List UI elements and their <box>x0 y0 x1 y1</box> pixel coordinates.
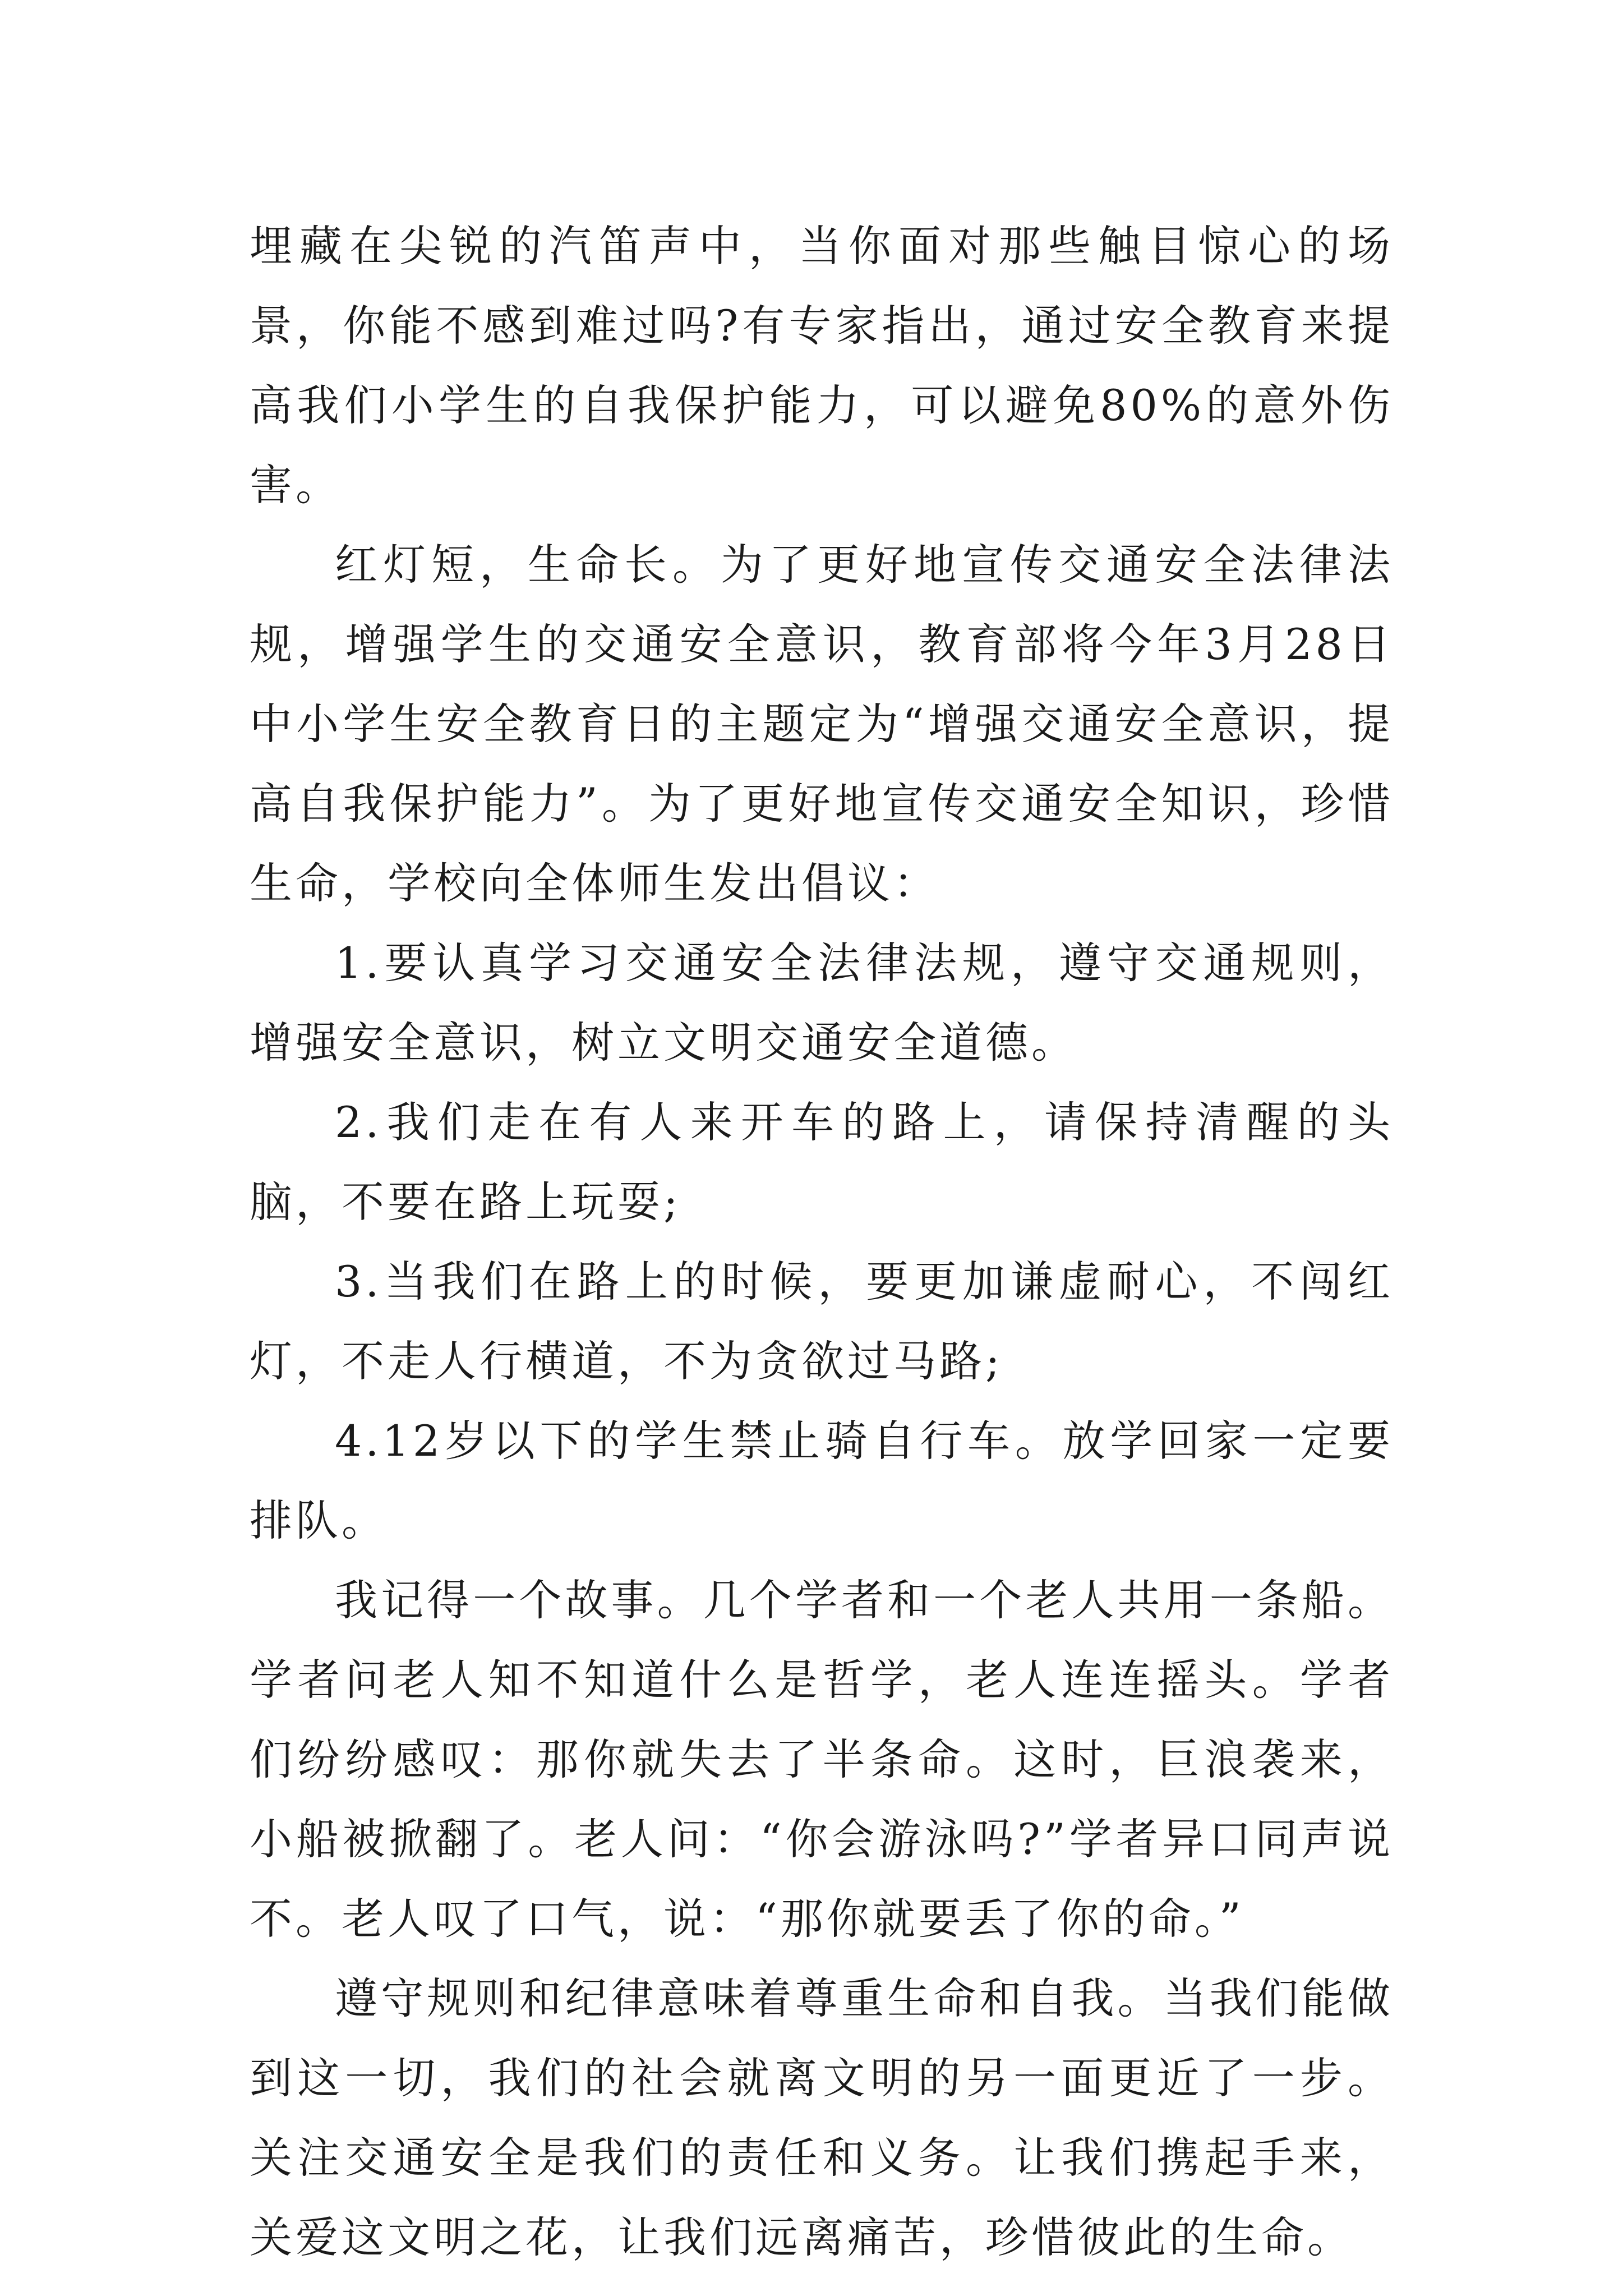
proposal-item-3: 3.当我们在路上的时候，要更加谦虚耐心，不闯红灯，不走人行横道，不为贪欲过马路; <box>250 1257 1394 1386</box>
proposal-item-2: 2.我们走在有人来开车的路上，请保持清醒的头脑，不要在路上玩耍; <box>250 1097 1394 1227</box>
paragraph-conclusion: 遵守规则和纪律意味着尊重生命和自我。当我们能做到这一切，我们的社会就离文明的另一面更近了一步。关注交通安全是我们的责任和义务。让我们携起手来，关爱这文明之花，让我们远离痛苦，珍惜彼此的生命。 <box>250 1973 1394 2262</box>
paragraph-intro: 埋藏在尖锐的汽笛声中，当你面对那些触目惊心的场景，你能不感到难过吗?有专家指出，通过安全教育来提高我们小学生的自我保护能力，可以避免80%的意外伤害。 <box>250 221 1394 510</box>
proposal-item-4: 4.12岁以下的学生禁止骑自行车。放学回家一定要排队。 <box>250 1416 1394 1545</box>
document-body <box>250 206 1394 2277</box>
paragraph-story: 我记得一个故事。几个学者和一个老人共用一条船。学者问老人知不知道什么是哲学，老人连连摇头。学者们纷纷感叹：那你就失去了半条命。这时，巨浪袭来，小船被掀翻了。老人问：“你会游泳吗?”学者异口同声说不。老人叹了口气，说：“那你就要丢了你的命。” <box>250 1575 1394 1944</box>
proposal-item-1: 1.要认真学习交通安全法律法规，遵守交通规则，增强安全意识，树立文明交通安全道德。 <box>250 938 1394 1068</box>
paragraph-theme: 红灯短，生命长。为了更好地宣传交通安全法律法规，增强学生的交通安全意识，教育部将今年3月28日中小学生安全教育日的主题定为“增强交通安全意识，提高自我保护能力”。为了更好地宣传交通安全知识，珍惜生命，学校向全体师生发出倡议： <box>250 540 1394 908</box>
